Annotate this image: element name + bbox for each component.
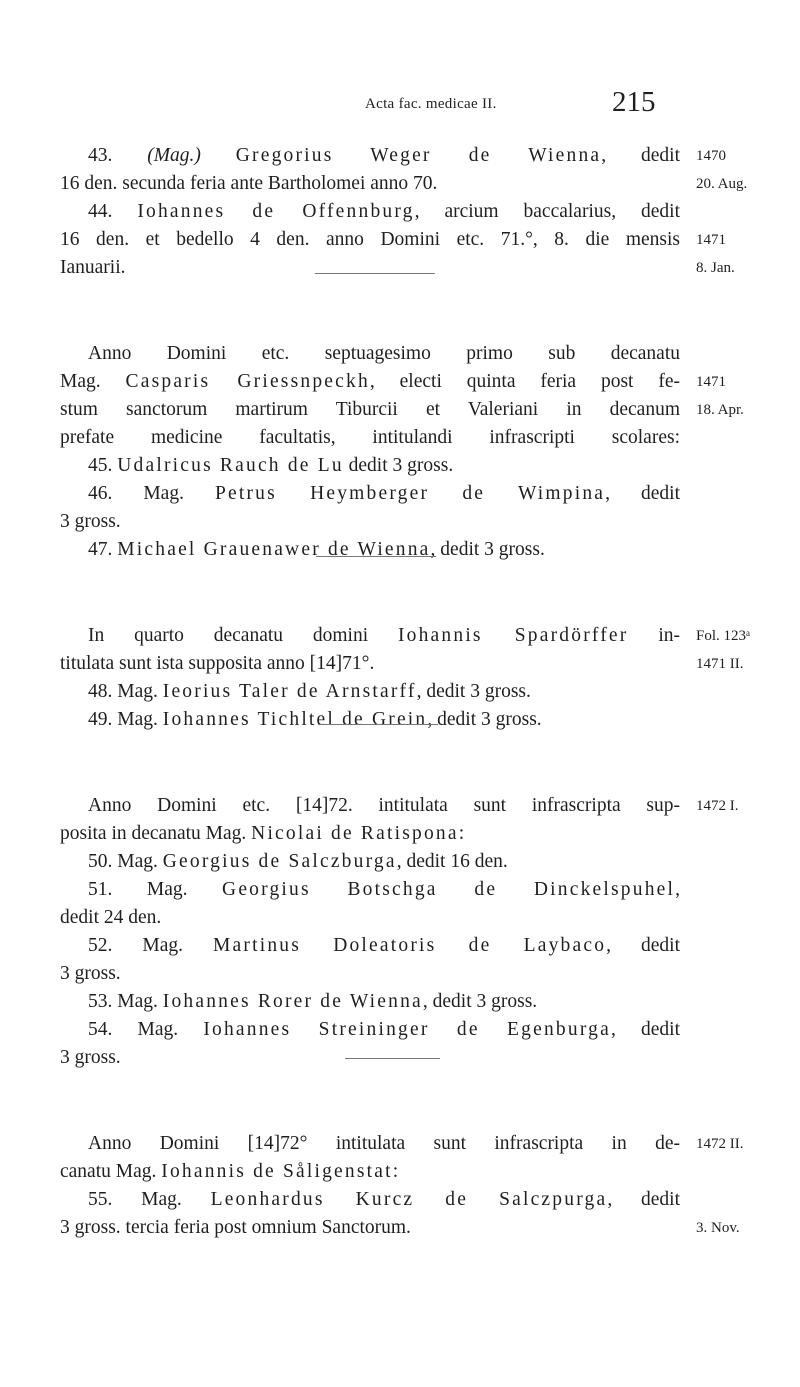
text-line: In quarto decanatu domini Iohannis Spardörffer in- (88, 625, 680, 646)
margin-note: 18. Apr. (696, 402, 744, 418)
margin-note: 1471 (696, 374, 726, 390)
text-line: 46. Mag. Petrus Heymberger de Wimpina, dedit (88, 483, 680, 504)
text-line: 16 den. secunda feria ante Bartholomei anno 70. (60, 173, 438, 194)
person-name: Leonhardus Kurcz de Salczpurga (210, 1189, 608, 1210)
margin-note: 1471 II. (696, 656, 744, 672)
page-number: 215 (612, 86, 656, 118)
margin-note: 1471 (696, 232, 726, 248)
text-line: Ianuarii. (60, 257, 126, 278)
person-name: Iohannis de Såligenstat (161, 1161, 393, 1182)
person-name: Udalricus Rauch de Lu (117, 455, 344, 476)
person-name: Georgius Botschga de Dinckelspuhel (222, 879, 676, 900)
person-name: Martinus Doleatoris de Laybaco (213, 935, 607, 956)
person-name: Iohannes de Offennburg (137, 201, 415, 222)
section-gap (60, 734, 680, 792)
text-line: 45. Udalricus Rauch de Lu dedit 3 gross. (88, 455, 454, 476)
person-name: Georgius de Salczburga (162, 851, 397, 872)
margin-note: Fol. 123ᵃ (696, 628, 751, 644)
margin-note: 1470 (696, 148, 726, 164)
text-line: 3 gross. (60, 1047, 121, 1068)
person-name: Iohannes Streininger de Egenburga (203, 1019, 611, 1040)
text-line: 16 den. et bedello 4 den. anno Domini etc. 71.°, 8. die mensis (60, 229, 680, 250)
margin-note: 1472 II. (696, 1136, 744, 1152)
person-name: Nicolai de Ratispona (251, 823, 459, 844)
text-line: 50. Mag. Georgius de Salczburga, dedit 16 den. (88, 851, 508, 872)
text-line: 53. Mag. Iohannes Rorer de Wienna, dedit 3 gross. (88, 991, 538, 1012)
person-name: Iohannes Rorer de Wienna (162, 991, 423, 1012)
margin-notes (696, 142, 796, 1242)
text-line: 52. Mag. Martinus Doleatoris de Laybaco, dedit (88, 935, 681, 956)
section-divider (315, 273, 435, 274)
main-text (60, 142, 680, 1242)
section-gap (60, 282, 680, 340)
person-name: Iohannes Tichltel de Grein (162, 709, 428, 730)
section-divider (345, 1058, 440, 1059)
person-name: Gregorius Weger de Wienna (235, 145, 602, 166)
margin-note: 8. Jan. (696, 260, 735, 276)
text-line: canatu Mag. Iohannis de Såligenstat: (60, 1161, 399, 1182)
margin-note (696, 198, 796, 226)
text-line: Anno Domini etc. [14]72. intitulata sunt infrascripta sup- (88, 795, 680, 816)
margin-note: 20. Aug. (696, 176, 748, 192)
margin-note: 1472 I. (696, 798, 739, 814)
text-line: 3 gross. tercia feria post omnium Sanctorum. (60, 1217, 411, 1238)
text-line: 51. Mag. Georgius Botschga de Dinckelspuhel, (88, 879, 680, 900)
section-gap (60, 1072, 680, 1130)
text-line: 49. Mag. Iohannes Tichltel de Grein, dedit 3 gross. (88, 709, 542, 730)
text-line: 48. Mag. Ieorius Taler de Arnstarff, dedit 3 gross. (88, 681, 531, 702)
page-header (0, 86, 800, 120)
text-line: Mag. Casparis Griessnpeckh, electi quinta feria post fe- (60, 371, 680, 392)
text-line: Anno Domini [14]72° intitulata sunt infrascripta in de- (88, 1133, 680, 1154)
section-gap (60, 564, 680, 622)
text-line: Anno Domini etc. septuagesimo primo sub decanatu (88, 343, 680, 364)
person-name: Iohannis Spardörffer (397, 625, 629, 646)
section-divider (318, 724, 438, 725)
text-line: 3 gross. (60, 963, 121, 984)
person-name: Casparis Griessnpeckh (125, 371, 370, 392)
section-divider (316, 556, 436, 557)
person-name: Petrus Heymberger de Wimpina (214, 483, 606, 504)
person-name: Michael Grauenawer de Wienna (117, 539, 431, 560)
text-line: 3 gross. (60, 511, 121, 532)
text-line: 44. Iohannes de Offennburg, arcium baccalarius, dedit (88, 201, 681, 222)
text-line: 47. Michael Grauenawer de Wienna, dedit 3 gross. (88, 539, 545, 560)
text-line: posita in decanatu Mag. Nicolai de Ratispona: (60, 823, 465, 844)
text-line: stum sanctorum martirum Tiburcii et Valeriani in decanum (60, 399, 680, 420)
margin-note: 3. Nov. (696, 1220, 740, 1236)
text-line: 55. Mag. Leonhardus Kurcz de Salczpurga, dedit (88, 1189, 681, 1210)
text-line: 54. Mag. Iohannes Streininger de Egenburga, dedit (88, 1019, 680, 1040)
text-line: dedit 24 den. (60, 907, 162, 928)
text-line: 43. (Mag.) Gregorius Weger de Wienna, dedit (88, 145, 681, 166)
text-line: titulata sunt ista supposita anno [14]71°. (60, 653, 375, 674)
running-title: Acta fac. medicae II. (365, 96, 497, 112)
text-line: prefate medicine facultatis, intitulandi infrascripti scolares: (60, 427, 680, 448)
person-name: Ieorius Taler de Arnstarff (162, 681, 417, 702)
